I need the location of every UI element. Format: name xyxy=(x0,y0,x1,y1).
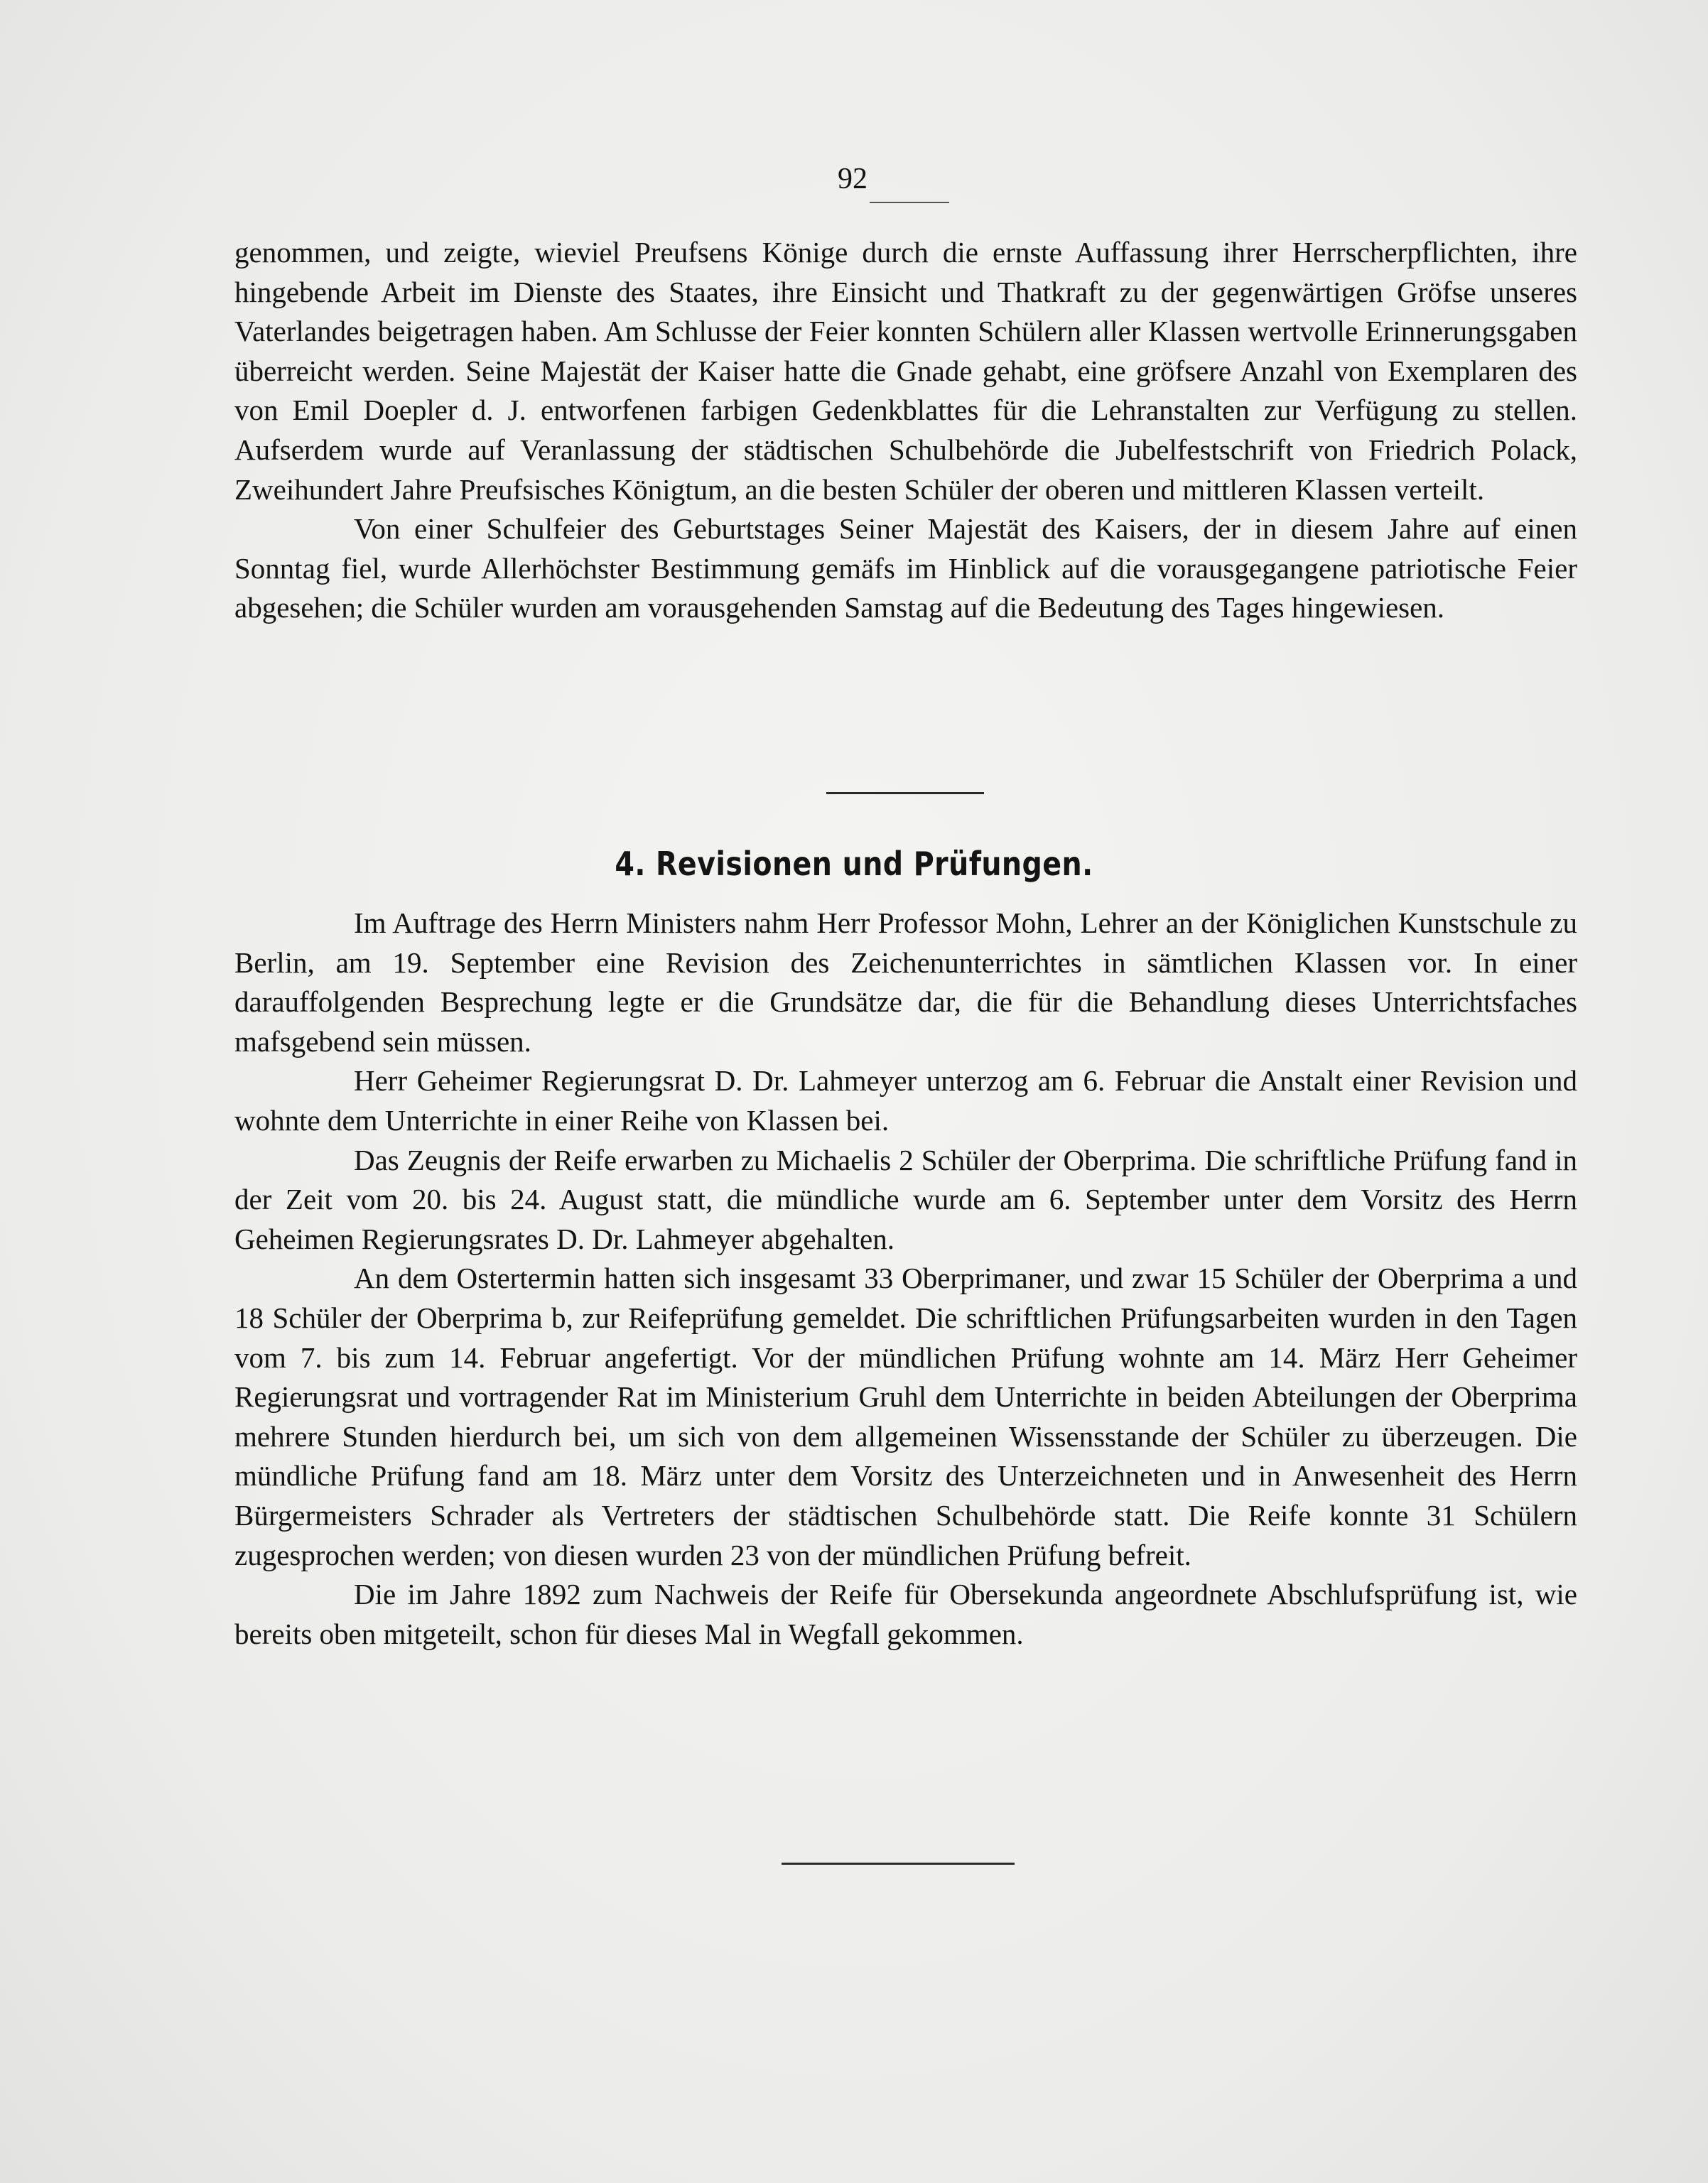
paragraph: Die im Jahre 1892 zum Nachweis der Reife für Obersekunda angeordnete Abschlufsprüfung ist, wie bereits oben mitgeteilt, schon für dieses Mal in Wegfall gekommen. xyxy=(234,1578,1577,1650)
end-rule xyxy=(782,1863,1015,1865)
section-continuation xyxy=(234,233,1577,628)
section-heading: 4. Revisionen und Prüfungen. xyxy=(615,845,1093,883)
paragraph: genommen, und zeigte, wieviel Preufsens Könige durch die ernste Auffassung ihrer Herrscherpflichten, ihre hingebende Arbeit im Dienste des Staates, ihre Einsicht und Thatkraft zu der gegenwärtigen Gröfse unseres Vaterlandes beigetragen haben. Am Schlusse der Feier konnten Schülern aller Klassen wertvolle Erinnerungsgaben überreicht werden. Seine Majestät der Kaiser hatte die Gnade gehabt, eine gröfsere Anzahl von Exemplaren des von Emil Doepler d. J. entworfenen farbigen Gedenkblattes für die Lehranstalten zur Verfügung zu stellen. Aufserdem wurde auf Veranlassung der städtischen Schulbehörde die Jubelfestschrift von Friedrich Polack, Zweihundert Jahre Preufsisches Königtum, an die besten Schüler der oberen und mittleren Klassen verteilt. xyxy=(234,236,1577,506)
paragraph: Im Auftrage des Herrn Ministers nahm Herr Professor Mohn, Lehrer an der Königlichen Kunstschule zu Berlin, am 19. September eine Revision des Zeichenunterrichtes in sämtlichen Klassen vor. In einer darauffolgenden Besprechung legte er die Grundsätze dar, die für die Behandlung dieses Unterrichtsfaches mafsgebend sein müssen. xyxy=(234,906,1577,1058)
page-number: 92 xyxy=(838,163,867,195)
paragraph: An dem Ostertermin hatten sich insgesamt 33 Oberprimaner, und zwar 15 Schüler der Oberprima a und 18 Schüler der Oberprima b, zur Reifeprüfung gemeldet. Die schriftlichen Prüfungsarbeiten wurden in den Tagen vom 7. bis zum 14. Februar angefertigt. Vor der mündlichen Prüfung wohnte am 14. März Herr Geheimer Regierungsrat und vortragender Rat im Ministerium Gruhl dem Unterrichte in beiden Abteilungen der Oberprima mehrere Stunden hierdurch bei, um sich von dem allgemeinen Wissensstande der Schüler zu überzeugen. Die mündliche Prüfung fand am 18. März unter dem Vorsitz des Unterzeichneten und in Anwesenheit des Herrn Bürgermeisters Schrader als Vertreters der städtischen Schulbehörde statt. Die Reife konnte 31 Schülern zugesprochen werden; von diesen wurden 23 von der mündlichen Prüfung befreit. xyxy=(234,1262,1577,1571)
paragraph: Von einer Schulfeier des Geburtstages Seiner Majestät des Kaisers, der in diesem Jahre auf einen Sonntag fiel, wurde Allerhöchster Bestimmung gemäfs im Hinblick auf die vorausgegangene patriotische Feier abgesehen; die Schüler wurden am vorausgehenden Samstag auf die Bedeutung des Tages hingewiesen. xyxy=(234,512,1577,624)
section-revisionen xyxy=(234,904,1577,1654)
page-number-rule xyxy=(870,202,949,203)
paragraph: Herr Geheimer Regierungsrat D. Dr. Lahmeyer unterzog am 6. Februar die Anstalt einer Revision und wohnte dem Unterrichte in einer Reihe von Klassen bei. xyxy=(234,1064,1577,1137)
section-divider xyxy=(826,792,984,794)
paragraph: Das Zeugnis der Reife erwarben zu Michaelis 2 Schüler der Oberprima. Die schriftliche Prüfung fand in der Zeit vom 20. bis 24. August statt, die mündliche wurde am 6. September unter dem Vorsitz des Herrn Geheimen Regierungsrates D. Dr. Lahmeyer abgehalten. xyxy=(234,1143,1577,1255)
